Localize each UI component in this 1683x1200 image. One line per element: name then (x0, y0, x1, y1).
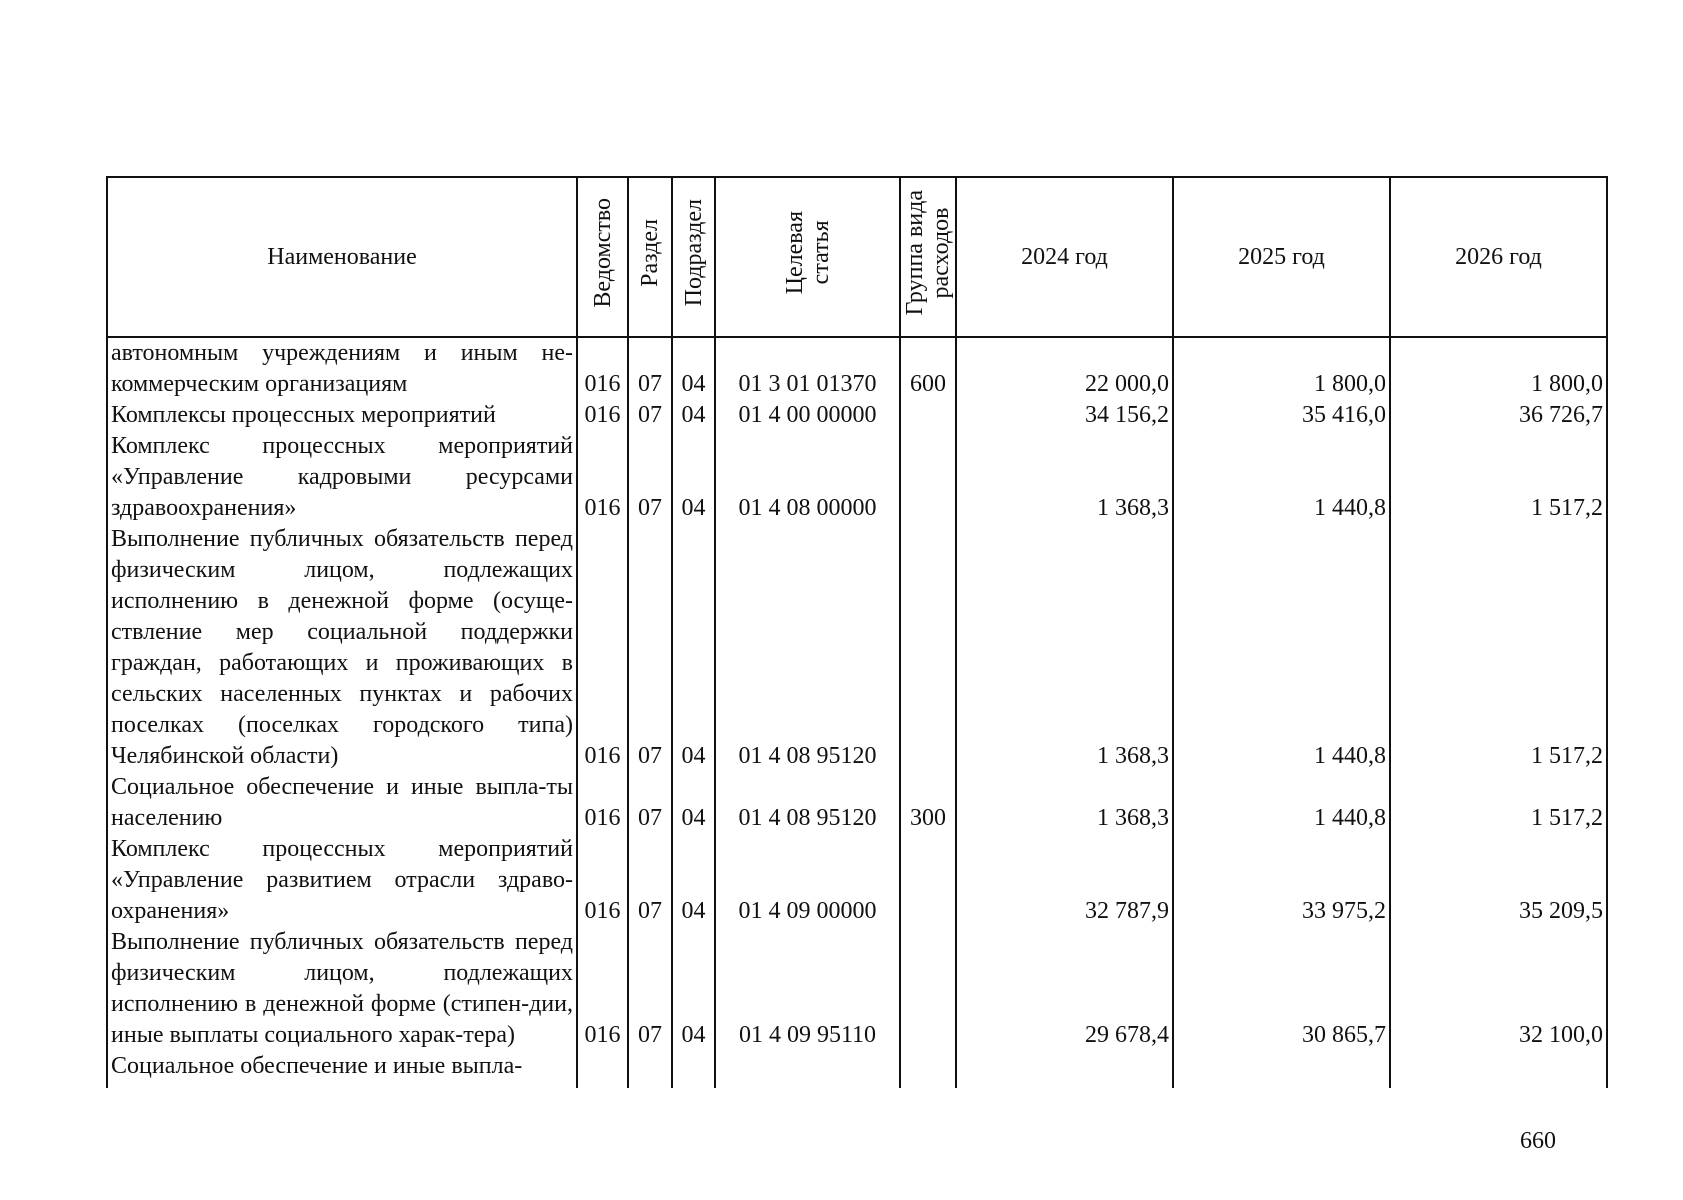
cell-name: Комплексы процессных мероприятий (107, 400, 577, 431)
header-gruppa (900, 177, 956, 337)
cell-razdel: 07 (628, 431, 672, 524)
table-header-row (107, 177, 1607, 337)
cell-razdel: 07 (628, 927, 672, 1051)
header-2026 (1390, 177, 1607, 337)
table-row (107, 337, 1607, 400)
cell-2026: 35 209,5 (1390, 834, 1607, 927)
cell-razdel (628, 1051, 672, 1088)
cell-vedomstvo: 016 (577, 772, 628, 834)
cell-razdel: 07 (628, 772, 672, 834)
header-name-label: Наименование (267, 243, 417, 270)
header-celevaya-line2: статья (807, 220, 834, 285)
cell-2026: 1 517,2 (1390, 772, 1607, 834)
header-name (107, 177, 577, 337)
cell-2025: 33 975,2 (1173, 834, 1390, 927)
cell-2024: 32 787,9 (956, 834, 1173, 927)
cell-podrazdel: 04 (672, 524, 715, 772)
cell-celevaya: 01 4 08 95120 (715, 772, 900, 834)
header-2025 (1173, 177, 1390, 337)
cell-2026: 1 800,0 (1390, 337, 1607, 400)
cell-2024: 22 000,0 (956, 337, 1173, 400)
cell-razdel: 07 (628, 400, 672, 431)
cell-podrazdel: 04 (672, 400, 715, 431)
header-razdel-label: Раздел (637, 218, 663, 287)
cell-name: Выполнение публичных обязательств перед физическим лицом, подлежащих исполнению в денежной форме (стипен-дии, иные выплаты социального харак-тера) (107, 927, 577, 1051)
cell-2024 (956, 1051, 1173, 1088)
cell-2024: 1 368,3 (956, 431, 1173, 524)
cell-vedomstvo: 016 (577, 834, 628, 927)
header-2025-label: 2025 год (1238, 243, 1325, 270)
cell-celevaya (715, 1051, 900, 1088)
cell-2024: 34 156,2 (956, 400, 1173, 431)
header-2024 (956, 177, 1173, 337)
cell-gruppa (900, 524, 956, 772)
cell-vedomstvo: 016 (577, 400, 628, 431)
cell-gruppa (900, 834, 956, 927)
cell-name: Выполнение публичных обязательств перед физическим лицом, подлежащих исполнению в денежной форме (осуще-ствление мер социальной поддержки граждан, работающих и проживающих в сельских населенных пунктах и рабочих поселках (поселках городского типа) Челябинской области) (107, 524, 577, 772)
table-row (107, 400, 1607, 431)
cell-2024: 1 368,3 (956, 772, 1173, 834)
header-celevaya (715, 177, 900, 337)
header-2024-label: 2024 год (1021, 243, 1108, 270)
table-row (107, 524, 1607, 772)
cell-gruppa: 600 (900, 337, 956, 400)
header-gruppa-label (902, 190, 954, 315)
cell-podrazdel: 04 (672, 431, 715, 524)
cell-2025: 1 440,8 (1173, 431, 1390, 524)
cell-celevaya: 01 3 01 01370 (715, 337, 900, 400)
cell-podrazdel (672, 1051, 715, 1088)
cell-vedomstvo (577, 1051, 628, 1088)
header-vedomstvo (577, 177, 628, 337)
cell-2026: 32 100,0 (1390, 927, 1607, 1051)
header-vedomstvo-label: Ведомство (589, 197, 616, 308)
cell-razdel: 07 (628, 834, 672, 927)
table-row (107, 772, 1607, 834)
cell-2026: 36 726,7 (1390, 400, 1607, 431)
table-row (107, 834, 1607, 927)
cell-2025: 1 440,8 (1173, 772, 1390, 834)
cell-2026: 1 517,2 (1390, 431, 1607, 524)
header-podrazdel (672, 177, 715, 337)
cell-celevaya: 01 4 00 00000 (715, 400, 900, 431)
cell-2025: 35 416,0 (1173, 400, 1390, 431)
header-gruppa-line2: расходов (928, 207, 954, 298)
cell-celevaya: 01 4 09 00000 (715, 834, 900, 927)
cell-2026 (1390, 1051, 1607, 1088)
cell-gruppa (900, 1051, 956, 1088)
table-row (107, 431, 1607, 524)
cell-vedomstvo: 016 (577, 927, 628, 1051)
page-number: 660 (1520, 1128, 1556, 1154)
cell-vedomstvo: 016 (577, 337, 628, 400)
cell-name: Комплекс процессных мероприятий «Управление кадровыми ресурсами здравоохранения» (107, 431, 577, 524)
header-celevaya-line1: Целевая (781, 210, 808, 295)
cell-name: Комплекс процессных мероприятий «Управление развитием отрасли здраво-охранения» (107, 834, 577, 927)
cell-2025: 1 440,8 (1173, 524, 1390, 772)
cell-2025: 30 865,7 (1173, 927, 1390, 1051)
cell-podrazdel: 04 (672, 834, 715, 927)
cell-celevaya: 01 4 08 95120 (715, 524, 900, 772)
table-row (107, 927, 1607, 1051)
table-row (107, 1051, 1607, 1088)
header-razdel (628, 177, 672, 337)
cell-vedomstvo: 016 (577, 431, 628, 524)
cell-vedomstvo: 016 (577, 524, 628, 772)
cell-razdel: 07 (628, 337, 672, 400)
cell-2024: 1 368,3 (956, 524, 1173, 772)
cell-2026: 1 517,2 (1390, 524, 1607, 772)
cell-gruppa (900, 400, 956, 431)
cell-2025 (1173, 1051, 1390, 1088)
cell-2024: 29 678,4 (956, 927, 1173, 1051)
cell-podrazdel: 04 (672, 772, 715, 834)
cell-razdel: 07 (628, 524, 672, 772)
cell-name: автономным учреждениям и иным не-коммерческим организациям (107, 337, 577, 400)
cell-name: Социальное обеспечение и иные выпла- (107, 1051, 577, 1088)
header-2026-label: 2026 год (1455, 243, 1542, 270)
cell-podrazdel: 04 (672, 337, 715, 400)
cell-2025: 1 800,0 (1173, 337, 1390, 400)
cell-podrazdel: 04 (672, 927, 715, 1051)
header-podrazdel-label: Подраздел (680, 198, 707, 307)
cell-gruppa: 300 (900, 772, 956, 834)
cell-gruppa (900, 431, 956, 524)
cell-celevaya: 01 4 09 95110 (715, 927, 900, 1051)
header-gruppa-line1: Группа вида (902, 189, 928, 316)
cell-name: Социальное обеспечение и иные выпла-ты населению (107, 772, 577, 834)
cell-gruppa (900, 927, 956, 1051)
header-celevaya-label (782, 211, 834, 294)
budget-table (106, 176, 1608, 1088)
cell-celevaya: 01 4 08 00000 (715, 431, 900, 524)
